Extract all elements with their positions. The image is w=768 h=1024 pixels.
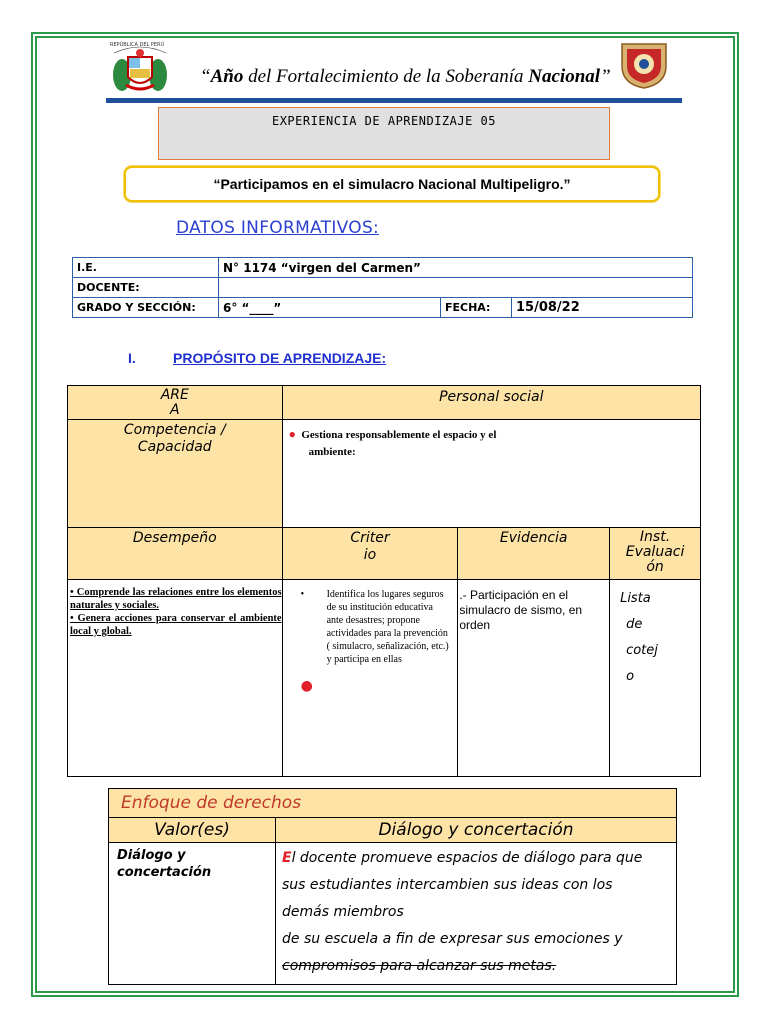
valor-heading: Diálogo y concertación	[276, 818, 677, 843]
fecha-label: FECHA:	[441, 298, 512, 318]
ie-label: I.E.	[73, 258, 219, 278]
datos-heading: DATOS INFORMATIVOS:	[176, 218, 380, 238]
criterio-header: Criter io	[282, 528, 458, 580]
desempeno-header: Desempeño	[68, 528, 283, 580]
inst-cell: Lista de cotej o	[610, 580, 701, 777]
experience-title-box	[124, 166, 660, 202]
table-row	[73, 258, 693, 278]
desempeno-cell: • Comprende las relaciones entre los elementos naturales y sociales. • Genera acciones para conservar el ambiente local y global.	[68, 580, 283, 777]
docente-label: DOCENTE:	[73, 278, 219, 298]
table-row	[73, 298, 693, 318]
crest-caption: REPÚBLICA DEL PERÚ	[110, 42, 165, 48]
experience-label-box	[158, 107, 610, 160]
competencia-value: ● Gestiona responsablemente el espacio y el ambiente:	[282, 420, 700, 528]
evidencia-cell: .- Participación en el simulacro de sismo, en orden	[458, 580, 610, 777]
evidencia-header: Evidencia	[458, 528, 610, 580]
valor-label: Valor(es)	[109, 818, 276, 843]
table-row	[68, 580, 701, 777]
datos-table	[72, 257, 693, 318]
experience-title: “Participamos en el simulacro Nacional Multipeligro.”	[213, 176, 571, 192]
bullet-icon: ●	[288, 427, 296, 441]
experience-label: EXPERIENCIA DE APRENDIZAJE 05	[271, 114, 496, 128]
table-row	[68, 420, 701, 528]
proposito-heading	[128, 350, 386, 366]
proposito-table	[67, 385, 701, 777]
ie-value: N° 1174 “virgen del Carmen”	[219, 258, 693, 278]
table-row	[109, 789, 677, 818]
fecha-value: 15/08/22	[512, 298, 693, 318]
table-row	[109, 843, 677, 985]
bullet-icon: ●	[300, 678, 313, 694]
docente-value	[219, 278, 693, 298]
table-row	[68, 528, 701, 580]
peru-crest-icon	[108, 43, 172, 95]
table-row	[68, 386, 701, 420]
valor-name: Diálogo y concertación	[109, 843, 276, 985]
header-divider	[106, 98, 682, 103]
year-title: “Año del Fortalecimiento de la Soberanía Nacional”	[200, 66, 611, 87]
competencia-label: Competencia / Capacidad	[68, 420, 283, 528]
grado-value: 6° “____”	[219, 298, 441, 318]
section-number: I.	[128, 350, 136, 366]
section-title: PROPÓSITO DE APRENDIZAJE:	[173, 350, 387, 366]
inst-header: Inst. Evaluaci ón	[610, 528, 701, 580]
valor-description: El docente promueve espacios de diálogo para que sus estudiantes intercambien sus ideas con los demás miembros de su escuela a fin de expresar sus emociones y compromisos para alcanzar sus metas.	[276, 843, 677, 985]
enfoque-title: Enfoque de derechos	[109, 789, 677, 818]
area-label: ARE A	[68, 386, 283, 420]
table-row	[109, 818, 677, 843]
table-row	[73, 278, 693, 298]
enfoque-table	[108, 788, 677, 985]
criterio-cell: • Identifica los lugares seguros de su institución educativa ante desastres; propone actividades para la prevención ( simulacro, señalización, etc.) y participa en ellas ●	[282, 580, 458, 777]
school-badge-icon	[618, 40, 670, 90]
grado-label: GRADO Y SECCIÓN:	[73, 298, 219, 318]
area-value: Personal social	[282, 386, 700, 420]
